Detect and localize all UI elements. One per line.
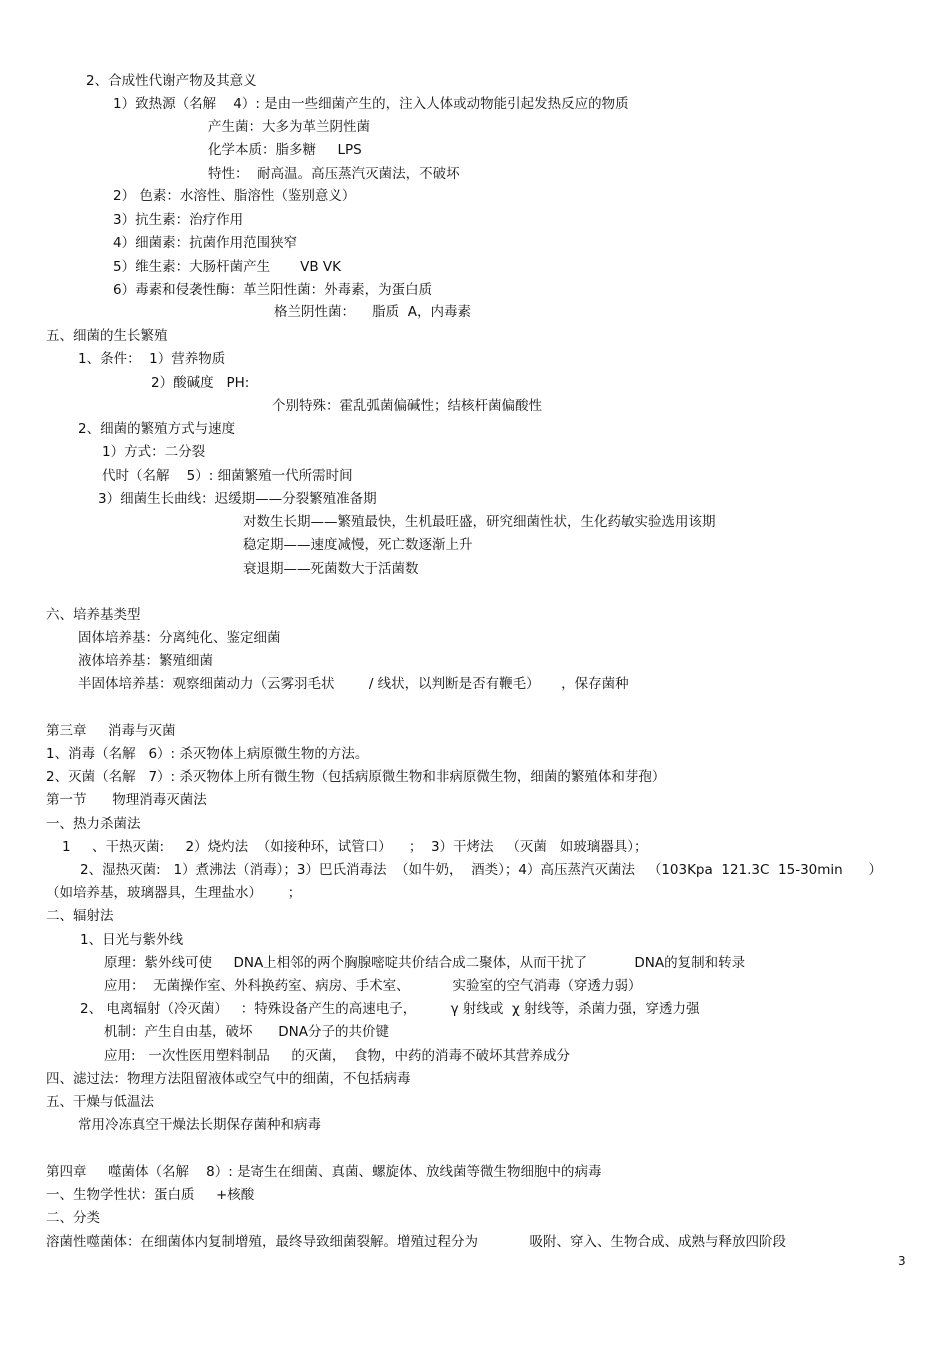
text-line: 第一节 物理消毒灭菌法 <box>46 792 207 808</box>
text-line: 3）抗生素：治疗作用 <box>113 212 244 228</box>
text-line: 常用冷冻真空干燥法长期保存菌种和病毒 <box>78 1117 321 1133</box>
text-line: 2、灭菌（名解 7）: 杀灭物体上所有微生物（包括病原微生物和非病原微生物，细菌的繁殖体和芽孢） <box>46 769 666 785</box>
text-line: 应用: 一次性医用塑料制品 的灭菌， 食物，中药的消毒不破坏其营养成分 <box>104 1048 570 1064</box>
text-line: 半固体培养基：观察细菌动力（云雾羽毛状 / 线状，以判断是否有鞭毛） ，保存菌种 <box>78 676 629 692</box>
text-line: 产生菌：大多为革兰阴性菌 <box>208 119 370 135</box>
text-line: 第三章 消毒与灭菌 <box>46 723 176 739</box>
text-line: 液体培养基：繁殖细菌 <box>78 653 213 669</box>
text-line: 特性： 耐高温。高压蒸汽灭菌法，不破坏 <box>208 166 460 182</box>
text-line: 1、日光与紫外线 <box>80 932 184 948</box>
text-line: （如培养基，玻璃器具，生理盐水） ； <box>46 885 302 901</box>
text-line: 应用： 无菌操作室、外科换药室、病房、手术室、 实验室的空气消毒（穿透力弱） <box>104 978 642 994</box>
text-line: 固体培养基：分离纯化、鉴定细菌 <box>78 630 281 646</box>
text-line: 机制：产生自由基，破坏 DNA分子的共价键 <box>104 1024 389 1040</box>
text-line: 第四章 噬菌体（名解 8）: 是寄生在细菌、真菌、螺旋体、放线菌等微生物细胞中的病毒 <box>46 1164 602 1180</box>
text-line: 2、合成性代谢产物及其意义 <box>86 73 257 89</box>
text-line: 2） 色素：水溶性、脂溶性（鉴别意义） <box>113 188 356 204</box>
text-line: 5）维生素：大肠杆菌产生 VB VK <box>113 259 342 275</box>
page-number: 3 <box>898 1254 906 1268</box>
text-line: 二、辐射法 <box>46 908 114 924</box>
text-line: 对数生长期——繁殖最快，生机最旺盛，研究细菌性状，生化药敏实验选用该期 <box>243 514 716 530</box>
text-line: 1 、干热灭菌: 2）烧灼法 （如接种环，试管口） ； 3）干烤法 （灭菌 如玻璃器具）； <box>62 839 648 855</box>
text-line: 个别特殊：霍乱弧菌偏碱性；结核杆菌偏酸性 <box>272 398 542 414</box>
text-line: 稳定期——速度减慢，死亡数逐渐上升 <box>243 537 473 553</box>
text-line: 2）酸碱度 PH: <box>151 375 250 391</box>
text-line: 二、分类 <box>46 1210 100 1226</box>
text-line: 2、 电离辐射（冷灭菌） ：特殊设备产生的高速电子， γ 射线或 χ 射线等，杀菌力强，穿透力强 <box>80 1001 700 1017</box>
text-line: 原理：紫外线可使 DNA上相邻的两个胸腺嘧啶共价结合成二聚体，从而干扰了 DNA的复制和转录 <box>104 955 746 971</box>
text-line: 1）方式：二分裂 <box>102 444 206 460</box>
text-line: 1、消毒（名解 6）: 杀灭物体上病原微生物的方法。 <box>46 746 369 762</box>
text-line: 一、生物学性状：蛋白质 +核酸 <box>46 1187 255 1203</box>
text-line: 五、干燥与低温法 <box>46 1094 154 1110</box>
text-line: 衰退期——死菌数大于活菌数 <box>243 561 419 577</box>
text-line: 五、细菌的生长繁殖 <box>46 328 168 344</box>
text-line: 六、培养基类型 <box>46 607 141 623</box>
text-line: 四、滤过法：物理方法阻留液体或空气中的细菌，不包括病毒 <box>46 1071 411 1087</box>
text-line: 溶菌性噬菌体：在细菌体内复制增殖，最终导致细菌裂解。增殖过程分为 吸附、穿入、生物合成、成熟与释放四阶段 <box>46 1234 786 1250</box>
text-line: 化学本质：脂多糖 LPS <box>208 142 362 158</box>
text-line: 2、湿热灭菌: 1）煮沸法（消毒）；3）巴氏消毒法 （如牛奶， 酒类）；4）高压蒸汽灭菌法 （103Kpa 121.3C 15-30min ） <box>80 862 882 878</box>
text-line: 代时（名解 5）: 细菌繁殖一代所需时间 <box>102 468 353 484</box>
text-line: 6）毒素和侵袭性酶：革兰阳性菌：外毒素，为蛋白质 <box>113 282 433 298</box>
text-line: 1、条件： 1）营养物质 <box>78 351 226 367</box>
text-line: 格兰阴性菌： 脂质 A，内毒素 <box>274 304 471 320</box>
text-line: 1）致热源（名解 4）: 是由一些细菌产生的，注入人体或动物能引起发热反应的物质 <box>113 96 629 112</box>
text-line: 3）细菌生长曲线：迟缓期——分裂繁殖准备期 <box>98 491 377 507</box>
text-line: 一、热力杀菌法 <box>46 816 141 832</box>
text-line: 4）细菌素：抗菌作用范围狭窄 <box>113 235 298 251</box>
text-line: 2、细菌的繁殖方式与速度 <box>78 421 236 437</box>
